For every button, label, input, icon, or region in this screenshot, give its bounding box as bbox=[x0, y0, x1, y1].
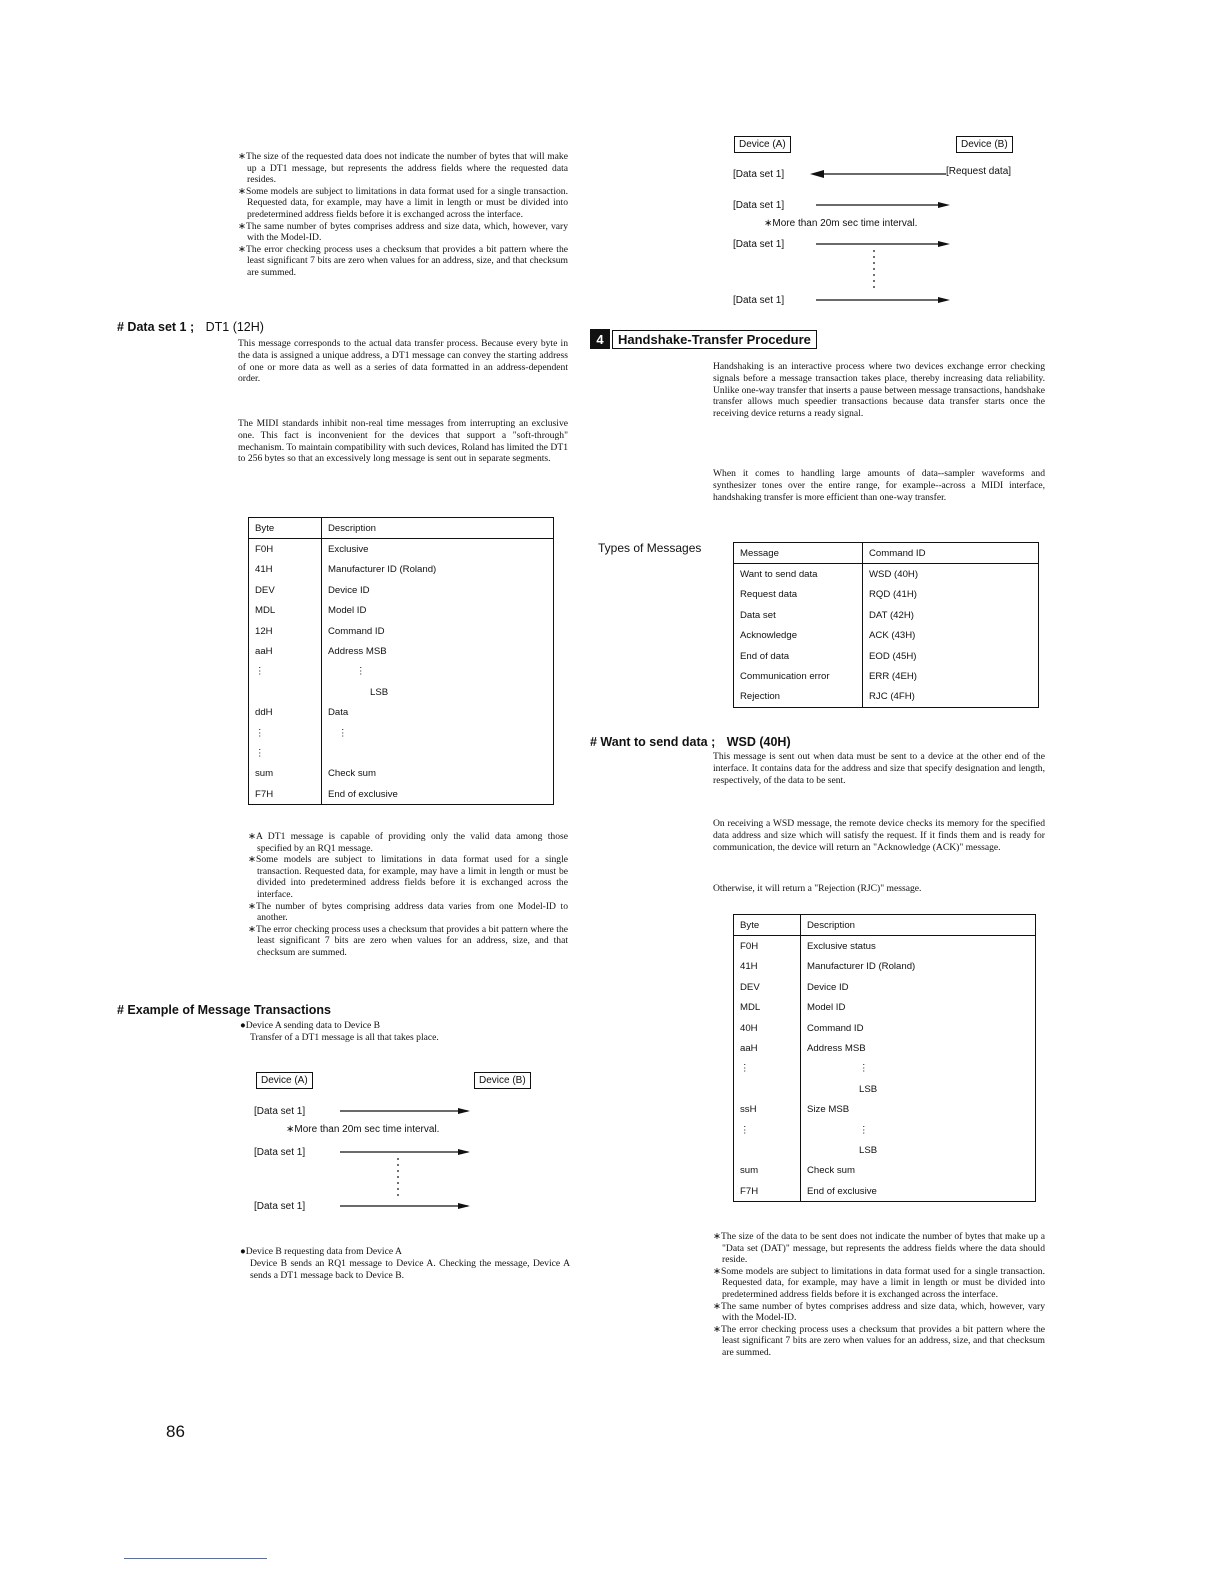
description-cell: ⋮ bbox=[859, 1124, 869, 1136]
data-set-label: [Data set 1] bbox=[733, 239, 785, 250]
byte-cell: 41H bbox=[734, 957, 801, 977]
description-cell: Command ID bbox=[328, 625, 385, 637]
dt1-notes bbox=[248, 831, 568, 959]
description-cell: Size MSB bbox=[807, 1104, 850, 1116]
arrowhead bbox=[458, 1108, 470, 1114]
table-row bbox=[734, 1120, 1036, 1140]
byte-cell: sum bbox=[249, 764, 322, 784]
note-paragraph: ∗The size of the data to be sent does not indicate the number of bytes that make up a "Data set (DAT)" message, but represents the address fields where the data should reside. bbox=[713, 1231, 1045, 1266]
message-cell: Request data bbox=[734, 585, 863, 605]
wsd-byte-table bbox=[733, 914, 1036, 1202]
table-row bbox=[734, 1059, 1036, 1079]
byte-cell: sum bbox=[734, 1161, 801, 1181]
description-cell: Manufacturer ID (Roland) bbox=[328, 564, 437, 576]
dt1-heading bbox=[117, 320, 264, 334]
byte-cell: aaH bbox=[734, 1038, 801, 1058]
table-row bbox=[249, 764, 554, 784]
byte-cell: ⋮ bbox=[249, 743, 322, 763]
message-types-table bbox=[733, 542, 1039, 708]
byte-cell: F0H bbox=[734, 936, 801, 957]
example-bullet-1-title: ●Device A sending data to Device B bbox=[240, 1020, 381, 1031]
handshake-section-title bbox=[590, 329, 817, 349]
byte-cell: ⋮ bbox=[249, 662, 322, 682]
arrowhead bbox=[938, 241, 950, 247]
wsd-notes bbox=[713, 1231, 1045, 1359]
byte-cell: F7H bbox=[734, 1181, 801, 1202]
wsd-paragraph-1: This message is sent out when data must be sent to a device at the other end of the interface. It contains data for the address and size that specify designation and length, respectively, of the data to be sent. bbox=[713, 751, 1045, 786]
description-cell: Exclusive bbox=[328, 544, 369, 556]
dt1-byte-table bbox=[248, 517, 554, 805]
arrowhead bbox=[458, 1149, 470, 1155]
message-cell: End of data bbox=[734, 646, 863, 666]
wsd-paragraph-2: On receiving a WSD message, the remote device checks its memory for the specified data address and size which will satisfy the request. If it finds them and is ready for communication, the device will return an "Acknowledge (ACK)" message. bbox=[713, 818, 1045, 853]
table-row bbox=[734, 585, 1039, 605]
data-set-label: [Data set 1] bbox=[254, 1106, 306, 1117]
message-cell: Acknowledge bbox=[734, 626, 863, 646]
byte-cell: MDL bbox=[734, 998, 801, 1018]
byte-cell: ⋮ bbox=[249, 723, 322, 743]
command-id-cell: ACK (43H) bbox=[869, 630, 916, 642]
description-cell: Command ID bbox=[807, 1022, 864, 1034]
command-id-cell: RQD (41H) bbox=[869, 589, 917, 601]
table-row bbox=[734, 687, 1039, 708]
table-header-row bbox=[734, 915, 1036, 936]
arrowhead bbox=[458, 1203, 470, 1209]
message-cell: Communication error bbox=[734, 666, 863, 686]
byte-cell bbox=[734, 1079, 801, 1099]
dt1-paragraph-2: The MIDI standards inhibit non-real time messages from interrupting an exclusive one. This fact is inconvenient for the devices that support a "soft-through" mechanism. To maintain compatibility with such devices, Roland has limited the DT1 to 256 bytes so that an excessively long message is sent out in separate segments. bbox=[238, 418, 568, 465]
description-cell: Exclusive status bbox=[807, 941, 876, 953]
column-header: Command ID bbox=[863, 543, 1039, 564]
dt1-heading-prefix: # Data set 1 ; bbox=[117, 320, 195, 334]
table-row bbox=[734, 564, 1039, 585]
wsd-heading bbox=[590, 735, 791, 749]
handshake-paragraph-1: Handshaking is an interactive process where two devices exchange error checking signals before a message transaction takes place, thereby increasing data reliability. Unlike one-way transfer that inserts a pause between message transactions, handshake transfer allows much speedier transactions because data transfer starts once the receiving device returns a ready signal. bbox=[713, 361, 1045, 420]
column-header: Byte bbox=[249, 518, 322, 539]
example-bullet-2-title: ●Device B requesting data from Device A bbox=[240, 1246, 402, 1257]
command-id-cell: EOD (45H) bbox=[869, 650, 917, 662]
table-row bbox=[734, 1140, 1036, 1160]
section-label: Handshake-Transfer Procedure bbox=[612, 330, 817, 349]
byte-cell: 40H bbox=[734, 1018, 801, 1038]
types-of-messages-label: Types of Messages bbox=[598, 541, 702, 555]
byte-cell: 41H bbox=[249, 560, 322, 580]
description-cell: Device ID bbox=[328, 584, 370, 596]
table-row bbox=[734, 977, 1036, 997]
example-bullet-2-text: Device B sends an RQ1 message to Device A. Checking the message, Device A sends a DT1 message back to Device B. bbox=[250, 1258, 570, 1281]
note-paragraph: ∗Some models are subject to limitations in data format used for a single transaction. Requested data, for example, may have a limit in length or must be divided into predetermined address fields before it is exchanged across the interface. bbox=[713, 1265, 1045, 1300]
byte-cell: ⋮ bbox=[734, 1120, 801, 1140]
request-data-label: [Request data] bbox=[946, 166, 1012, 177]
table-row bbox=[734, 1079, 1036, 1099]
table-row bbox=[734, 957, 1036, 977]
byte-cell: F7H bbox=[249, 784, 322, 805]
note-paragraph: ∗Some models are subject to limitations in data format used for a single transaction. Requested data, for example, may have a limit in length or must be divided into predetermined address fields before it is exchanged across the interface. bbox=[248, 854, 568, 900]
byte-cell: ⋮ bbox=[734, 1059, 801, 1079]
table-row bbox=[249, 539, 554, 560]
note-paragraph: ∗The same number of bytes comprises address and size data, which, however, vary with the Model-ID. bbox=[713, 1300, 1045, 1324]
table-row bbox=[734, 626, 1039, 646]
interval-note: ∗More than 20m sec time interval. bbox=[286, 1124, 440, 1135]
description-cell: LSB bbox=[859, 1144, 878, 1156]
note-paragraph: ∗The same number of bytes comprises address and size data, which, however, vary with the Model-ID. bbox=[238, 220, 568, 244]
description-cell: End of exclusive bbox=[807, 1185, 877, 1197]
table-row bbox=[249, 743, 554, 763]
table-row bbox=[249, 723, 554, 743]
description-cell: Manufacturer ID (Roland) bbox=[807, 961, 916, 973]
device-a-box: Device (A) bbox=[734, 136, 791, 153]
dt1-heading-title: DT1 (12H) bbox=[205, 320, 264, 334]
description-cell bbox=[322, 743, 554, 763]
column-header: Description bbox=[322, 518, 554, 539]
section-number: 4 bbox=[590, 329, 610, 349]
arrowhead bbox=[938, 202, 950, 208]
left-transaction-diagram bbox=[330, 1100, 480, 1220]
description-cell: Model ID bbox=[807, 1002, 846, 1014]
left-top-notes bbox=[238, 151, 568, 279]
data-set-label: [Data set 1] bbox=[733, 169, 785, 180]
table-row bbox=[734, 1181, 1036, 1202]
data-set-label: [Data set 1] bbox=[254, 1147, 306, 1158]
command-id-cell: DAT (42H) bbox=[869, 609, 914, 621]
byte-cell: DEV bbox=[249, 580, 322, 600]
note-paragraph: ∗The error checking process uses a checksum that provides a bit pattern where the least significant 7 bits are zero when values for an address, size, and that checksum are summed. bbox=[248, 923, 568, 958]
byte-cell: 12H bbox=[249, 621, 322, 641]
description-cell: Model ID bbox=[328, 605, 367, 617]
table-row bbox=[249, 682, 554, 702]
description-cell: End of exclusive bbox=[328, 788, 398, 800]
data-set-label: [Data set 1] bbox=[733, 200, 785, 211]
data-set-label: [Data set 1] bbox=[733, 295, 785, 306]
description-cell: ⋮ bbox=[859, 1063, 869, 1075]
table-header-row bbox=[249, 518, 554, 539]
message-cell: Rejection bbox=[734, 687, 863, 708]
message-cell: Data set bbox=[734, 605, 863, 625]
example-bullet-1-text: Transfer of a DT1 message is all that takes place. bbox=[250, 1032, 439, 1043]
dt1-paragraph-1: This message corresponds to the actual data transfer process. Because every byte in the data is assigned a unique address, a DT1 message can convey the starting address of one or more data as well as a series of data formatted in an address-dependent order. bbox=[238, 338, 568, 385]
table-row bbox=[734, 1038, 1036, 1058]
description-cell: Address MSB bbox=[328, 646, 387, 658]
table-row bbox=[734, 998, 1036, 1018]
byte-cell: aaH bbox=[249, 641, 322, 661]
column-header: Byte bbox=[734, 915, 801, 936]
table-row bbox=[249, 662, 554, 682]
description-cell: LSB bbox=[859, 1083, 878, 1095]
byte-cell: MDL bbox=[249, 601, 322, 621]
page-number: 86 bbox=[166, 1422, 185, 1441]
device-b-box: Device (B) bbox=[474, 1072, 531, 1089]
table-row bbox=[734, 646, 1039, 666]
table-row bbox=[734, 666, 1039, 686]
note-paragraph: ∗The size of the requested data does not indicate the number of bytes that will make up a DT1 message, but represents the address fields where the requested data resides. bbox=[238, 151, 568, 186]
note-paragraph: ∗The number of bytes comprising address data varies from one Model-ID to another. bbox=[248, 900, 568, 924]
table-row bbox=[249, 703, 554, 723]
description-cell: Check sum bbox=[328, 768, 376, 780]
description-cell: LSB bbox=[370, 686, 389, 698]
table-row bbox=[734, 936, 1036, 957]
table-header-row bbox=[734, 543, 1039, 564]
table-row bbox=[249, 784, 554, 805]
interval-note: ∗More than 20m sec time interval. bbox=[764, 218, 918, 229]
note-paragraph: ∗A DT1 message is capable of providing only the valid data among those specified by an RQ1 message. bbox=[248, 831, 568, 854]
device-a-box: Device (A) bbox=[256, 1072, 313, 1089]
byte-cell bbox=[249, 682, 322, 702]
description-cell: Device ID bbox=[807, 981, 849, 993]
byte-cell: ssH bbox=[734, 1100, 801, 1120]
table-row bbox=[734, 1018, 1036, 1038]
device-b-box: Device (B) bbox=[956, 136, 1013, 153]
column-header: Description bbox=[801, 915, 1036, 936]
description-cell: Data bbox=[328, 707, 349, 719]
handshake-paragraph-2: When it comes to handling large amounts of data--sampler waveforms and synthesizer tones over the entire range, for example--across a MIDI interface, handshaking transfer is more efficient than one-way transfer. bbox=[713, 468, 1045, 503]
table-row bbox=[249, 621, 554, 641]
table-row bbox=[734, 605, 1039, 625]
right-transaction-diagram bbox=[806, 160, 956, 310]
bottom-rule bbox=[124, 1558, 267, 1559]
data-set-label: [Data set 1] bbox=[254, 1201, 306, 1212]
table-row bbox=[249, 601, 554, 621]
wsd-paragraph-3: Otherwise, it will return a "Rejection (RJC)" message. bbox=[713, 883, 922, 894]
command-id-cell: WSD (40H) bbox=[869, 569, 919, 581]
description-cell: Address MSB bbox=[807, 1043, 866, 1055]
description-cell: ⋮ bbox=[338, 727, 348, 739]
table-row bbox=[249, 641, 554, 661]
wsd-heading-title: WSD (40H) bbox=[726, 735, 791, 749]
table-row bbox=[249, 580, 554, 600]
wsd-heading-prefix: # Want to send data ; bbox=[590, 735, 716, 749]
table-row bbox=[734, 1161, 1036, 1181]
column-header: Message bbox=[734, 543, 863, 564]
command-id-cell: ERR (4EH) bbox=[869, 671, 917, 683]
command-id-cell: RJC (4FH) bbox=[869, 691, 915, 703]
note-paragraph: ∗The error checking process uses a checksum that provides a bit pattern where the least significant 7 bits are zero when values for an address, size, and that checksum are summed. bbox=[238, 243, 568, 278]
note-paragraph: ∗Some models are subject to limitations in data format used for a single transaction. Requested data, for example, may have a limit in length or must be divided into predetermined address fields before it is exchanged across the interface. bbox=[238, 185, 568, 220]
description-cell: Check sum bbox=[807, 1165, 855, 1177]
arrowhead bbox=[938, 297, 950, 303]
note-paragraph: ∗The error checking process uses a checksum that provides a bit pattern where the least significant 7 bits are zero when values for an address, size, and that checksum are summed. bbox=[713, 1323, 1045, 1358]
table-row bbox=[249, 560, 554, 580]
byte-cell: ddH bbox=[249, 703, 322, 723]
example-heading: # Example of Message Transactions bbox=[117, 1003, 331, 1017]
message-cell: Want to send data bbox=[734, 564, 863, 585]
byte-cell bbox=[734, 1140, 801, 1160]
description-cell: ⋮ bbox=[356, 666, 366, 678]
table-row bbox=[734, 1100, 1036, 1120]
byte-cell: F0H bbox=[249, 539, 322, 560]
byte-cell: DEV bbox=[734, 977, 801, 997]
